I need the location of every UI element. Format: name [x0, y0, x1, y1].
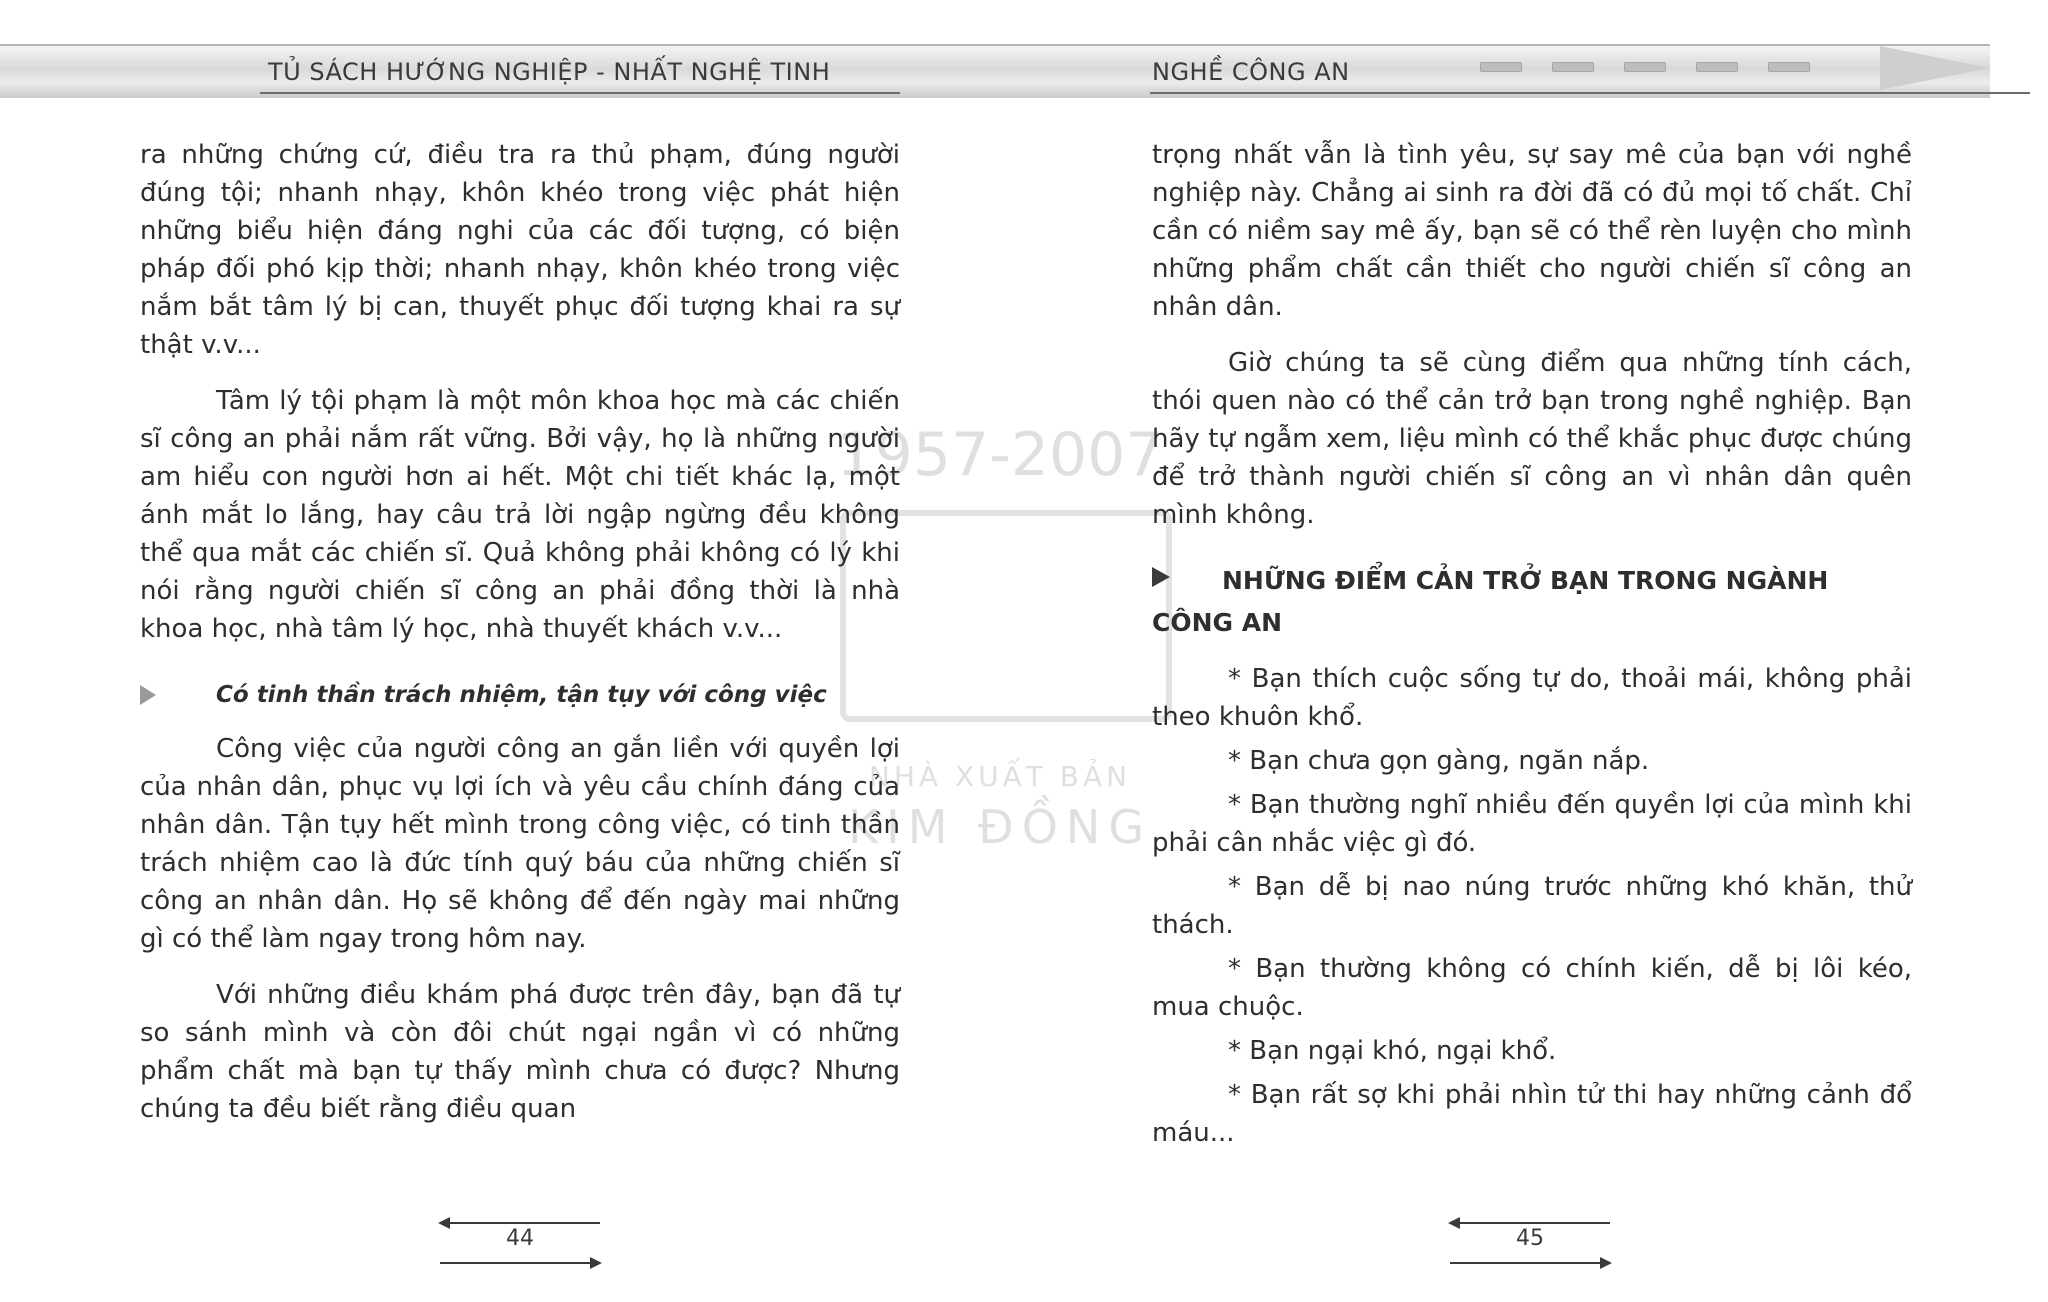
list-item: * Bạn rất sợ khi phải nhìn tử thi hay những cảnh đổ máu...	[1152, 1080, 1912, 1148]
list-item: * Bạn chưa gọn gàng, ngăn nắp.	[1228, 746, 1650, 776]
right-page-number	[1450, 1210, 1620, 1270]
left-header-rule	[260, 92, 900, 94]
left-paragraph-2: Tâm lý tội phạm là một môn khoa học mà các chiến sĩ công an phải nắm rất vững. Bởi vậy, họ là những người am hiểu con người hơn ai hết. Một chi tiết khác lạ, một ánh mắt lo lắng, hay câu trả lời ngập ngừng đều không thể qua mắt các chiến sĩ. Quả không phải không có lý khi nói rằng người chiến sĩ công an phải đồng thời là nhà khoa học, nhà tâm lý học, nhà thuyết khách v.v...	[140, 386, 900, 644]
page-number-45: 45	[1516, 1226, 1544, 1251]
left-subheading	[140, 676, 900, 714]
left-arrow-icon	[440, 1222, 600, 1224]
left-paragraph-3: Công việc của người công an gắn liền với quyền lợi của nhân dân, phục vụ lợi ích và yêu cầu chính đáng của nhân dân. Tận tụy hết mình trong công việc, có tinh thần trách nhiệm cao là đức tính quý báu của những chiến sĩ công an nhân dân. Họ sẽ không để đến ngày mai những gì có thể làm ngay trong hôm nay.	[140, 734, 900, 954]
header-decoration	[1480, 62, 1810, 72]
list-item: * Bạn thường không có chính kiến, dễ bị lôi kéo, mua chuộc.	[1152, 954, 1912, 1022]
right-arrow-icon	[1450, 1262, 1610, 1264]
header-arrow-tip	[1880, 46, 1990, 90]
left-page-number	[440, 1210, 610, 1270]
list-item: * Bạn thích cuộc sống tự do, thoải mái, không phải theo khuôn khổ.	[1152, 664, 1912, 732]
watermark-publisher: NHÀ XUẤT BẢN	[868, 760, 1132, 793]
left-page-column	[140, 136, 900, 1146]
right-running-title: NGHỀ CÔNG AN	[1152, 58, 1350, 86]
watermark-brand: KIM ĐỒNG	[848, 800, 1152, 854]
right-subheading-text: NHỮNG ĐIỂM CẢN TRỞ BẠN TRONG NGÀNH CÔNG AN	[1152, 566, 1829, 637]
right-subheading	[1152, 560, 1912, 644]
watermark-years: 1957-2007	[836, 420, 1164, 490]
left-arrow-icon	[1450, 1222, 1610, 1224]
left-subheading-text: Có tinh thần trách nhiệm, tận tụy với công việc	[216, 682, 827, 708]
triangle-bullet-icon	[1152, 567, 1170, 587]
list-item: * Bạn dễ bị nao núng trước những khó khăn, thử thách.	[1152, 872, 1912, 940]
right-header-rule	[1150, 92, 2030, 94]
right-paragraph-2: Giờ chúng ta sẽ cùng điểm qua những tính cách, thói quen nào có thể cản trở bạn trong nghề nghiệp. Bạn hãy tự ngẫm xem, liệu mình có thể khắc phục được chúng để trở thành người chiến sĩ công an vì nhân dân quên mình không.	[1152, 348, 1912, 530]
left-paragraph-1: ra những chứng cứ, điều tra ra thủ phạm, đúng người đúng tội; nhanh nhạy, khôn khéo trong việc phát hiện những biểu hiện đáng nghi của các đối tượng, có biện pháp đối phó kịp thời; nhanh nhạy, khôn khéo trong việc nắm bắt tâm lý bị can, thuyết phục đối tượng khai ra sự thật v.v...	[140, 140, 900, 360]
list-item: * Bạn ngại khó, ngại khổ.	[1228, 1036, 1557, 1066]
triangle-bullet-icon	[140, 685, 156, 705]
right-page-column	[1152, 136, 1912, 1158]
right-paragraph-1: trọng nhất vẫn là tình yêu, sự say mê của bạn với nghề nghiệp này. Chẳng ai sinh ra đời đã có đủ mọi tố chất. Chỉ cần có niềm say mê ấy, bạn sẽ có thể rèn luyện cho mình những phẩm chất cần thiết cho người chiến sĩ công an nhân dân.	[1152, 140, 1912, 322]
left-running-title: TỦ SÁCH HƯỚNG NGHIỆP - NHẤT NGHỆ TINH	[268, 58, 831, 86]
page-number-44: 44	[506, 1226, 534, 1251]
left-paragraph-4: Với những điều khám phá được trên đây, bạn đã tự so sánh mình và còn đôi chút ngại ngần vì có những phẩm chất mà bạn tự thấy mình chưa có được? Nhưng chúng ta đều biết rằng điều quan	[140, 980, 900, 1124]
right-arrow-icon	[440, 1262, 600, 1264]
list-item: * Bạn thường nghĩ nhiều đến quyền lợi của mình khi phải cân nhắc việc gì đó.	[1152, 790, 1912, 858]
